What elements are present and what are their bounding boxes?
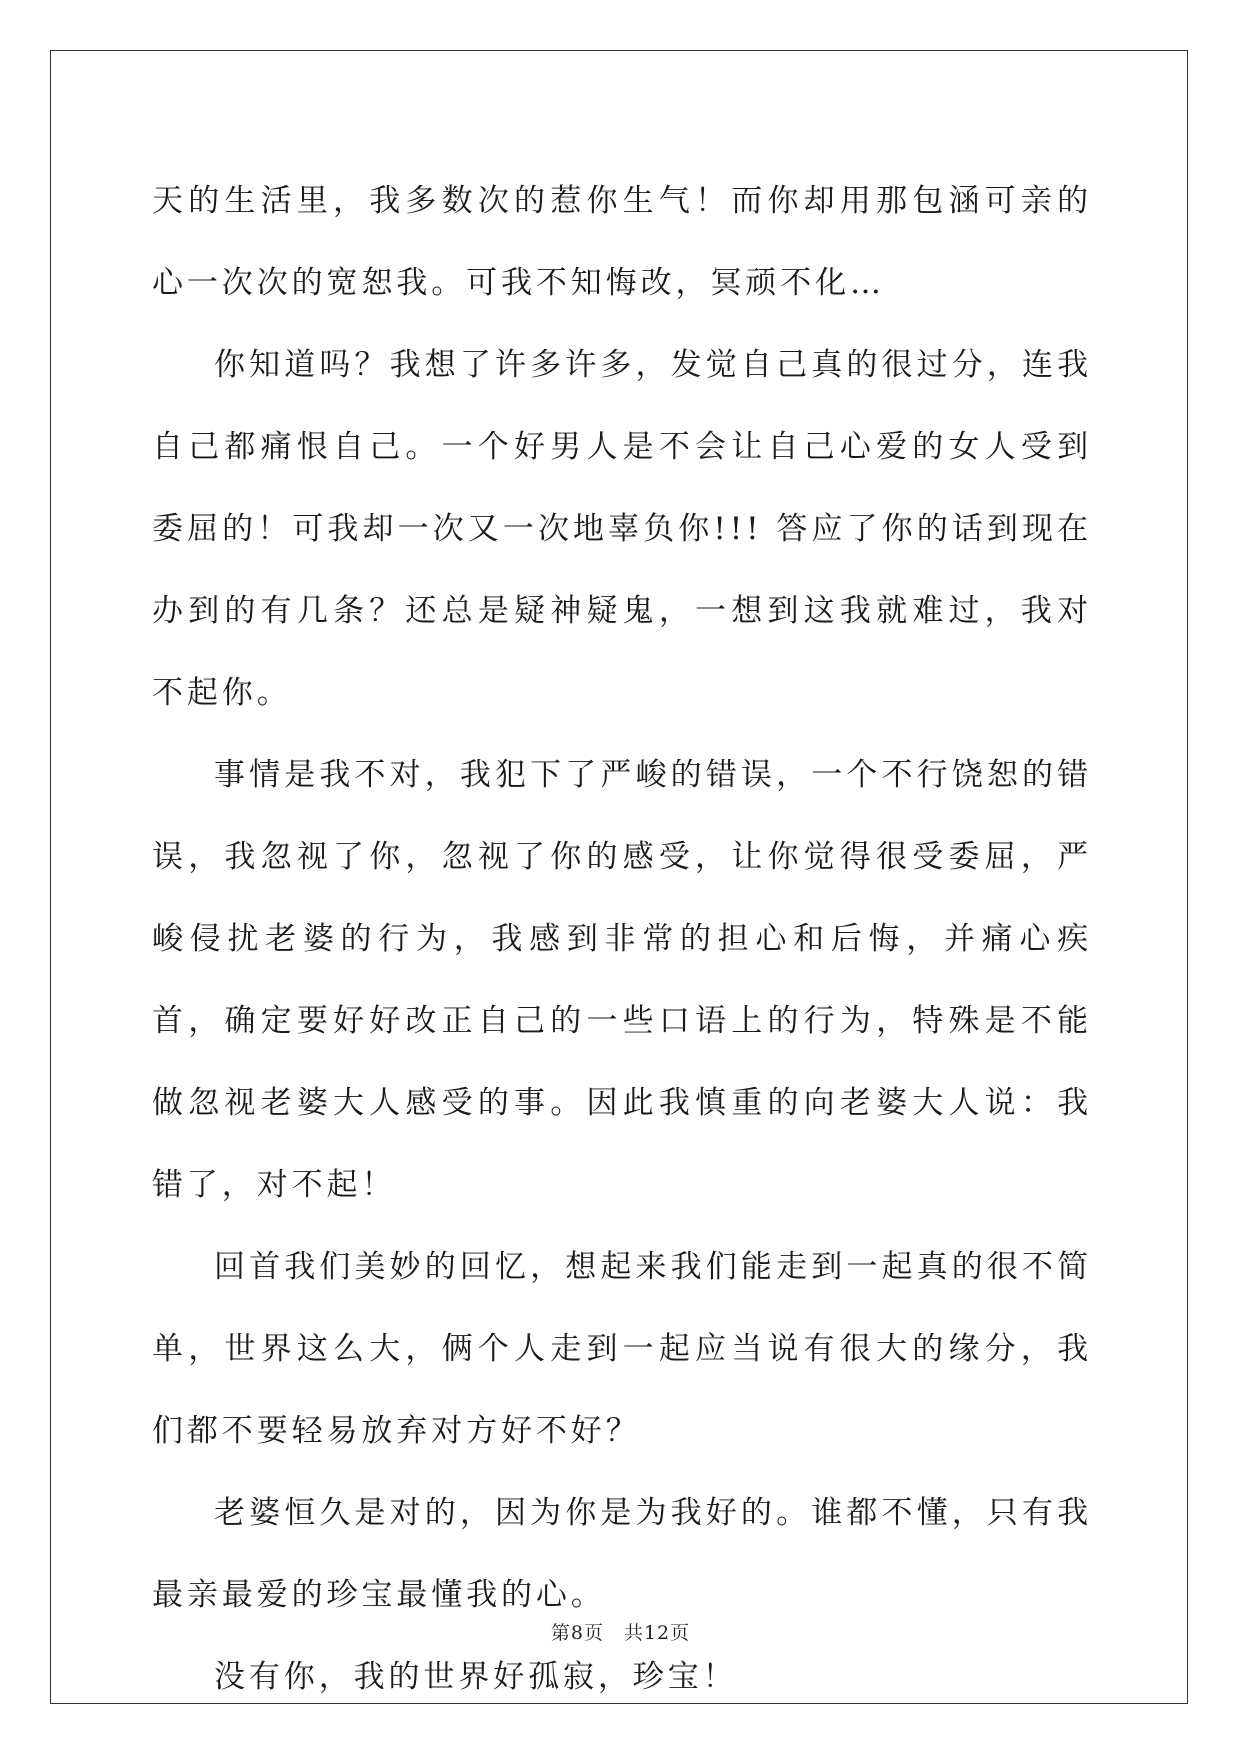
paragraph-3: 事情是我不对，我犯下了严峻的错误，一个不行饶恕的错误，我忽视了你，忽视了你的感受，让你觉得很受委屈，严峻侵扰老婆的行为，我感到非常的担心和后悔，并痛心疾首，确定要好好改正自己的一些口语上的行为，特殊是不能做忽视老婆大人感受的事。因此我慎重的向老婆大人说：我错了，对不起！	[152, 757, 1092, 1203]
page-footer	[0, 1618, 1241, 1645]
document-body	[152, 160, 1092, 1718]
paragraph-6: 没有你，我的世界好孤寂，珍宝！	[214, 1659, 738, 1695]
paragraph-4: 回首我们美妙的回忆，想起来我们能走到一起真的很不简单，世界这么大，俩个人走到一起应当说有很大的缘分，我们都不要轻易放弃对方好不好？	[152, 1249, 1092, 1449]
paragraph-1: 天的生活里，我多数次的惹你生气！而你却用那包涵可亲的心一次次的宽恕我。可我不知悔改，冥顽不化…	[152, 183, 1092, 301]
paragraph-2: 你知道吗？我想了许多许多，发觉自己真的很过分，连我自己都痛恨自己。一个好男人是不会让自己心爱的女人受到委屈的！可我却一次又一次地辜负你!!! 答应了你的话到现在办到的有几条？还总是疑神疑鬼，一想到这我就难过，我对不起你。	[152, 347, 1092, 711]
page-total: 共12页	[623, 1622, 691, 1644]
paragraph-5: 老婆恒久是对的，因为你是为我好的。谁都不懂，只有我最亲最爱的珍宝最懂我的心。	[152, 1495, 1092, 1613]
page-number: 第8页	[550, 1622, 604, 1644]
